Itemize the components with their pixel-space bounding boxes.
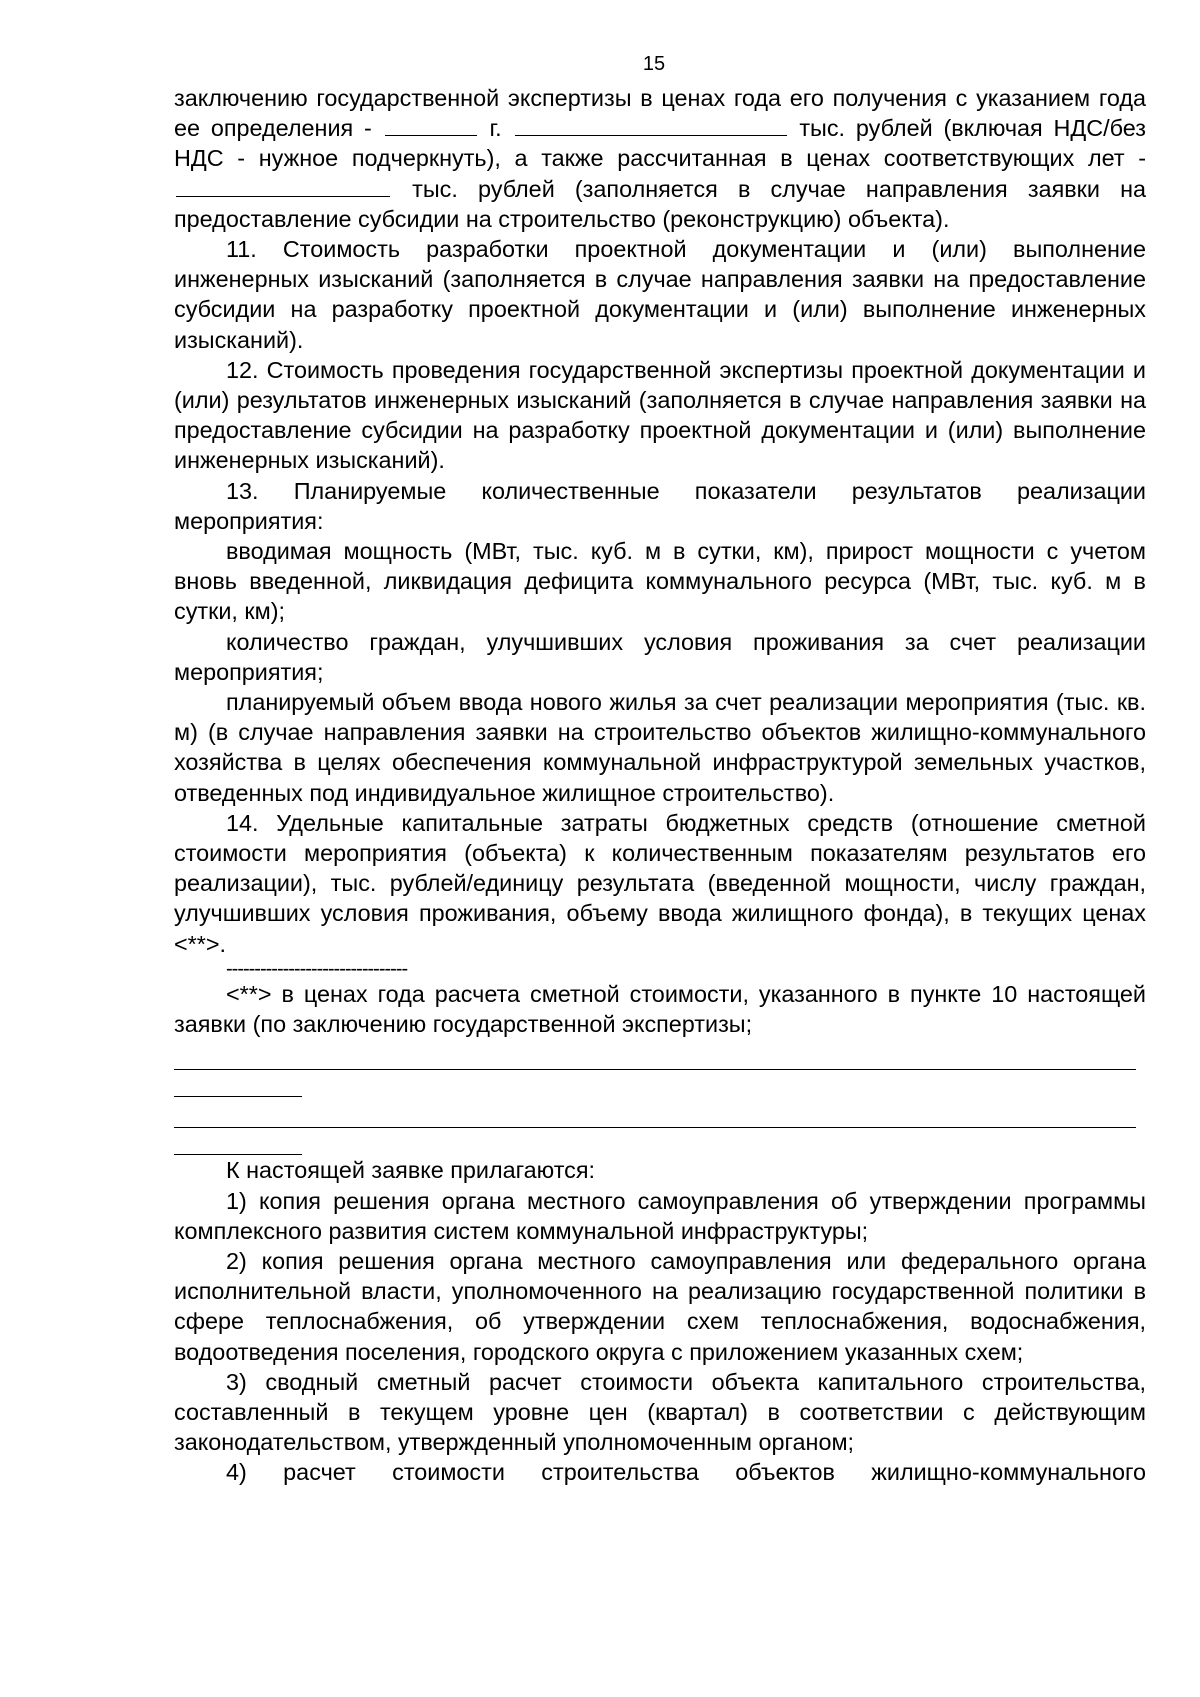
attachment-item: 2) копия решения органа местного самоуправления или федерального органа исполнительной власти, уполномоченного на реализацию государственной политики в сфере теплоснабжения, об утверждении схем теплоснабжения, водоснабжения, водоотведения поселения, городского округа с приложением указанных схем; xyxy=(174,1247,1146,1365)
amount-years-blank xyxy=(176,174,390,197)
fill-line-2-end xyxy=(174,1128,302,1155)
para-10-text-2: г. xyxy=(489,115,502,142)
paragraph-13: 13. Планируемые количественные показатели результатов реализации мероприятия: xyxy=(174,477,1146,534)
para-10-text-1: заключению государственной экспертизы в ценах года его получения с указанием года ее определения - xyxy=(174,85,1146,142)
footnote-separator: -------------------------------- xyxy=(226,957,408,980)
fill-line-1 xyxy=(174,1039,1136,1070)
fill-line-1-end xyxy=(174,1070,302,1097)
amount-blank xyxy=(515,113,787,136)
year-blank xyxy=(385,113,477,136)
paragraph-10-continued xyxy=(174,83,1146,234)
para-10-text-4: тыс. рублей (заполняется в случае направления заявки на предоставление субсидии на строительство (реконструкцию) объекта). xyxy=(174,175,1147,232)
document-page xyxy=(174,52,1146,1488)
footnote: <**> в ценах года расчета сметной стоимости, указанного в пункте 10 настоящей заявки (по заключению государственной экспертизы; xyxy=(174,980,1146,1038)
document-body xyxy=(174,83,1146,1488)
paragraph-13-housing: планируемый объем ввода нового жилья за счет реализации мероприятия (тыс. кв. м) (в случае направления заявки на строительство объектов жилищно-коммунального хозяйства в целях обеспечения коммунальной инфраструктурой земельных участков, отведенных под индивидуальное жилищное строительство). xyxy=(174,689,1146,806)
attachment-item: 4) расчет стоимости строительства объектов жилищно-коммунального xyxy=(226,1459,1146,1486)
paragraph-12: 12. Стоимость проведения государственной экспертизы проектной документации и (или) результатов инженерных изысканий (заполняется в случае направления заявки на предоставление субсидии на разработку проектной документации и (или) выполнение инженерных изысканий). xyxy=(174,356,1146,474)
paragraph-11: 11. Стоимость разработки проектной документации и (или) выполнение инженерных изысканий (заполняется в случае направления заявки на предоставление субсидии на разработку проектной документации и (или) выполнение инженерных изысканий). xyxy=(174,236,1146,353)
paragraph-14: 14. Удельные капитальные затраты бюджетных средств (отношение сметной стоимости мероприятия (объекта) к количественным показателям результатов его реализации), тыс. рублей/единицу результата (введенной мощности, числу граждан, улучшивших условия проживания, объему ввода жилищного фонда), в текущих ценах <**>. xyxy=(174,809,1146,957)
para-10-text-3: тыс. рублей (включая НДС/без НДС - нужное подчеркнуть), а также рассчитанная в ценах соответствующих лет - xyxy=(174,115,1147,172)
paragraph-13-citizens: количество граждан, улучшивших условия проживания за счет реализации мероприятия; xyxy=(174,628,1146,685)
page-number: 15 xyxy=(642,53,666,75)
attachment-item: 3) сводный сметный расчет стоимости объекта капитального строительства, составленный в текущем уровне цен (квартал) в соответствии с действующим законодательством, утвержденный уполномоченным органом; xyxy=(174,1368,1146,1456)
paragraph-13-capacity: вводимая мощность (МВт, тыс. куб. м в сутки, км), прирост мощности с учетом вновь введенной, ликвидация дефицита коммунального ресурса (МВт, тыс. куб. м в сутки, км); xyxy=(174,538,1146,625)
attachment-item: 1) копия решения органа местного самоуправления об утверждении программы комплексного развития систем коммунальной инфраструктуры; xyxy=(174,1187,1146,1244)
fill-line-2 xyxy=(174,1097,1136,1128)
attachments-heading: К настоящей заявке прилагаются: xyxy=(226,1157,596,1184)
